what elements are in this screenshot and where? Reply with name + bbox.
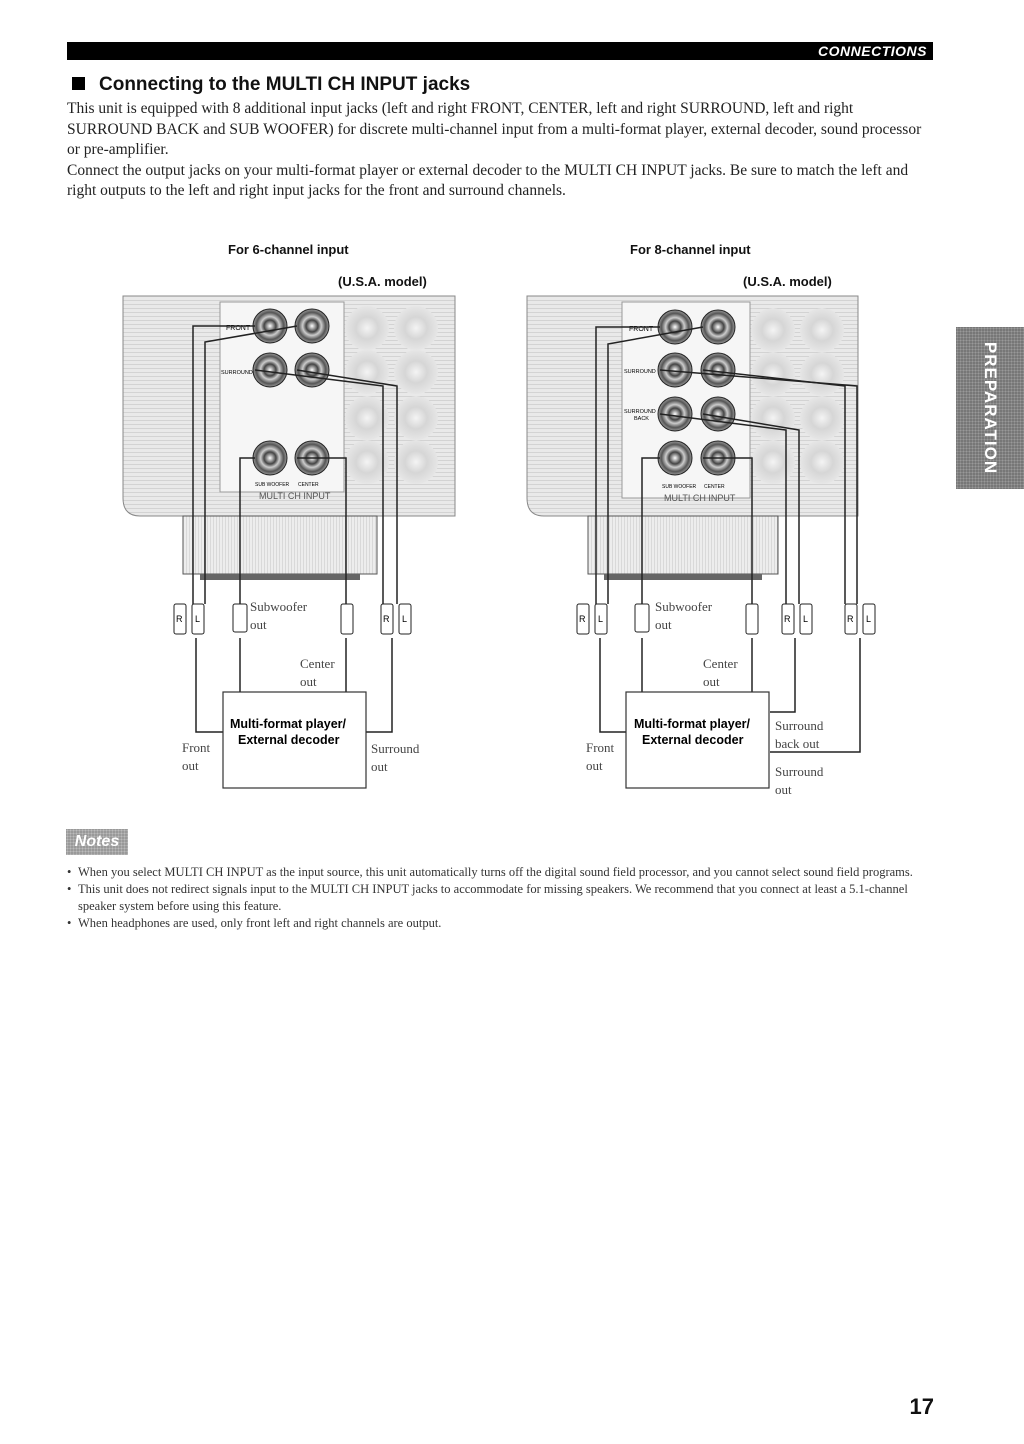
page-number: 17 — [909, 1394, 934, 1419]
jack-faint — [800, 352, 844, 396]
jack-label: SUB WOOFER — [662, 484, 697, 490]
out-label: out — [703, 674, 720, 689]
jack-faint — [345, 306, 389, 350]
intro-paragraph: This unit is equipped with 8 additional input jacks (left and right FRONT, CENTER, left and right SURROUND, left and right SURROUND BACK and SUB WOOFER) for discrete multi-channel input from a multi-format player, external decoder, sound processor or pre-amplifier. — [67, 100, 922, 158]
note-item: • When you select MULTI CH INPUT as the input source, this unit automatically turns off the digital sound field processor, and you cannot select sound field programs. — [67, 864, 927, 881]
rca-plug — [341, 604, 353, 634]
jack-front-l — [701, 310, 735, 344]
out-label: out — [250, 617, 267, 632]
out-label: Subwoofer — [250, 599, 308, 614]
player-label: Multi-format player/ — [230, 717, 346, 731]
plug-letter: L — [598, 614, 604, 624]
jack-faint — [800, 440, 844, 484]
player-label: External decoder — [642, 733, 744, 747]
out-label: out — [182, 758, 199, 773]
plug-letter: R — [784, 614, 791, 624]
jack-label: FRONT — [226, 325, 251, 332]
side-tab-label: PREPARATION — [981, 341, 1000, 475]
jack-front-l — [295, 309, 329, 343]
jack-label: CENTER — [298, 482, 319, 488]
left-diagram-caption: For 6-channel input — [228, 242, 349, 257]
jack-label: BACK — [634, 416, 649, 422]
jack-sub-woofer — [658, 441, 692, 475]
right-diagram-model: (U.S.A. model) — [743, 274, 832, 289]
rca-plug — [233, 604, 247, 632]
plug-letter: L — [195, 614, 201, 624]
out-label: Front — [586, 740, 615, 755]
jack-label: FRONT — [629, 326, 654, 333]
plug-letter: R — [847, 614, 854, 624]
section-title-text: Connecting to the MULTI CH INPUT jacks — [99, 74, 471, 95]
receiver-base — [588, 516, 778, 574]
jack-faint — [394, 350, 438, 394]
out-label: out — [371, 759, 388, 774]
player-label: Multi-format player/ — [634, 717, 750, 731]
notes-badge — [66, 829, 128, 855]
jack-label: SUB WOOFER — [255, 482, 290, 488]
jack-faint — [751, 352, 795, 396]
jack-faint — [751, 396, 795, 440]
receiver-base — [183, 516, 377, 574]
jack-sub-woofer — [253, 441, 287, 475]
jack-faint — [800, 308, 844, 352]
jack-front-r — [658, 310, 692, 344]
note-item: • When headphones are used, only front left and right channels are output. — [67, 915, 927, 932]
multi-ch-input-label: MULTI CH INPUT — [259, 491, 331, 501]
rca-plug — [635, 604, 649, 632]
out-label: Surround — [775, 718, 824, 733]
right-diagram — [527, 296, 875, 797]
out-label: Surround — [371, 741, 420, 756]
plug-letter: L — [402, 614, 408, 624]
plug-letter: R — [176, 614, 183, 624]
receiver-foot — [200, 574, 360, 580]
jack-faint — [751, 440, 795, 484]
section-label: CONNECTIONS — [818, 43, 927, 59]
plug-letter: R — [383, 614, 390, 624]
jack-faint — [394, 440, 438, 484]
jack-front-r — [253, 309, 287, 343]
right-diagram-caption: For 8-channel input — [630, 242, 751, 257]
jack-label: SURROUND — [221, 370, 253, 376]
out-label: Front — [182, 740, 211, 755]
jack-faint — [751, 308, 795, 352]
rca-plug — [746, 604, 758, 634]
jack-label: CENTER — [704, 484, 725, 490]
receiver-foot — [604, 574, 762, 580]
out-label: Center — [300, 656, 335, 671]
plug-letter: R — [579, 614, 586, 624]
out-label: out — [775, 782, 792, 797]
out-label: back out — [775, 736, 820, 751]
note-item: • This unit does not redirect signals input to the MULTI CH INPUT jacks to accommodate for missing speakers. We recommend that you connect at least a 5.1-channel speaker system before using this feature. — [67, 881, 927, 915]
jack-faint — [394, 396, 438, 440]
out-label: Surround — [775, 764, 824, 779]
left-diagram-model: (U.S.A. model) — [338, 274, 427, 289]
out-label: Center — [703, 656, 738, 671]
jack-faint — [394, 306, 438, 350]
plug-letter: L — [866, 614, 872, 624]
jack-faint — [800, 396, 844, 440]
player-label: External decoder — [238, 733, 340, 747]
notes-list — [67, 864, 927, 932]
out-label: out — [300, 674, 317, 689]
multi-ch-input-label: MULTI CH INPUT — [664, 493, 736, 503]
out-label: Subwoofer — [655, 599, 713, 614]
notes-title: Notes — [74, 833, 120, 850]
intro-paragraph: Connect the output jacks on your multi-format player or external decoder to the MULTI CH INPUT jacks. Be sure to match the left and right outputs to the left and right input jacks for the front and surround channels. — [67, 161, 909, 199]
jack-label: SURROUND — [624, 369, 656, 375]
plug-letter: L — [803, 614, 809, 624]
jack-label: SURROUND — [624, 409, 656, 415]
out-label: out — [586, 758, 603, 773]
left-diagram — [123, 296, 455, 788]
out-label: out — [655, 617, 672, 632]
